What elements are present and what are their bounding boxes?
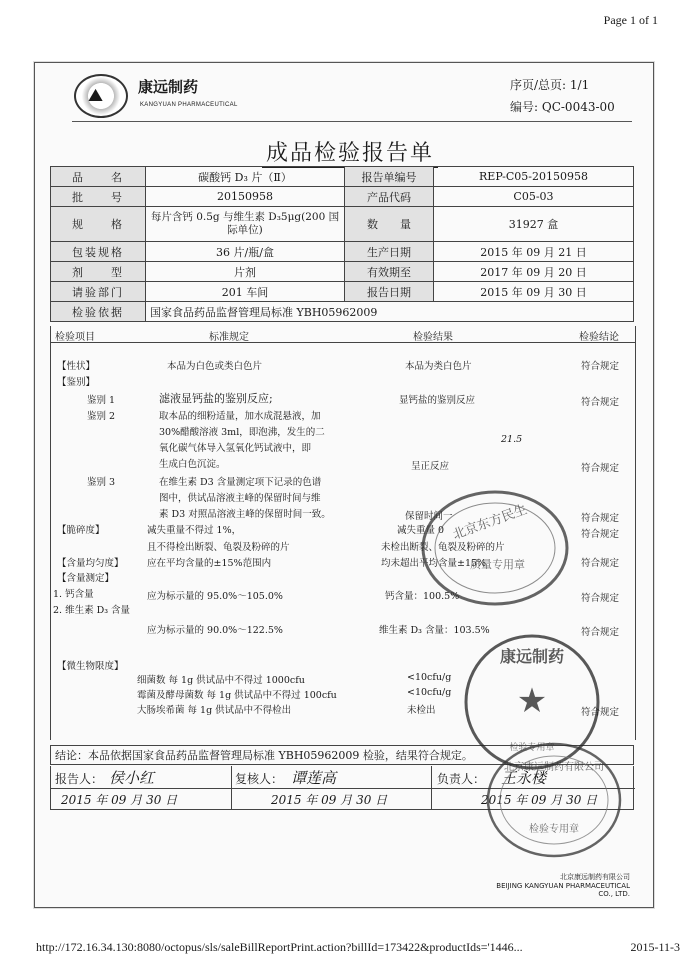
info-label: 剂 型	[51, 262, 146, 282]
conclusion-text: 符合规定	[581, 397, 620, 408]
info-label: 产品代码	[345, 187, 434, 207]
result-text: <10cfu/g	[407, 672, 452, 683]
result-text: 未检出	[407, 705, 436, 716]
standard-text: 应在平均含量的±15%范围内	[147, 558, 272, 569]
print-date: 2015-11-3	[630, 940, 680, 954]
result-text: 均未超出平均含量±15%	[381, 558, 487, 569]
document-number: 编号: QC-0043-00	[510, 100, 615, 114]
section-label: 【微生物限度】	[57, 661, 124, 672]
result-text: 维生素 D₃ 含量：103.5%	[379, 625, 490, 636]
footer-company-en: BEIJING KANGYUAN PHARMACEUTICAL CO., LTD.	[496, 882, 630, 898]
svg-text:北京东方民生: 北京东方民生	[450, 502, 530, 544]
info-row	[51, 302, 634, 322]
standard-text: 应为标示量的 95.0%～105.0%	[147, 591, 283, 602]
info-value: 每片含钙 0.5g 与维生素 D₃5μg(200 国际单位)	[146, 207, 345, 242]
result-text: 保留时间一	[405, 511, 453, 522]
header-divider	[51, 342, 635, 343]
standard-text: 滤液显钙盐的鉴别反应;	[159, 392, 273, 405]
basis-label: 检验依据	[51, 302, 146, 322]
section-label: 【含量测定】	[57, 573, 115, 584]
company-name-en: KANGYUAN PHARMACEUTICAL	[140, 102, 238, 108]
report-title	[0, 136, 700, 167]
standard-text: 30%醋酸溶液 3ml，即泡沸，发生的二	[159, 427, 325, 438]
svg-text:北京康远制药有限公司: 北京康远制药有限公司	[504, 762, 604, 773]
reviewer-date: 2015 年 09 月 30 日	[271, 793, 388, 807]
print-url: http://172.16.34.130:8080/octopus/sls/saleBillReportPrint.action?billId=173422&productIds='1446...	[36, 940, 523, 954]
conclusion-line: 结论：本品依据国家食品药品监督管理局标准 YBH05962009 检验，结果符合规定。	[50, 745, 634, 765]
info-value: 20150958	[146, 187, 345, 207]
conclusion-text: 符合规定	[581, 361, 620, 372]
standard-text: 在维生素 D3 含量测定项下记录的色谱	[159, 477, 322, 488]
page-indicator: Page 1 of 1	[603, 13, 658, 27]
standard-text: 且不得检出断裂、龟裂及粉碎的片	[147, 542, 290, 553]
result-text: <10cfu/g	[407, 687, 452, 698]
product-info-table	[50, 166, 634, 322]
section-label: 【脆碎度】	[57, 525, 105, 536]
test-label: 鉴别 3	[87, 477, 116, 488]
result-text: 减失重量 0	[397, 525, 445, 536]
report-title-text: 成品检验报告单	[262, 141, 438, 168]
info-label: 报告日期	[345, 282, 434, 302]
standard-text: 大肠埃希菌 每 1g 供试品中不得检出	[137, 705, 292, 716]
info-label: 批 号	[51, 187, 146, 207]
info-label: 请验部门	[51, 282, 146, 302]
info-label: 报告单编号	[345, 167, 434, 187]
standard-text: 霉菌及酵母菌数 每 1g 供试品中不得过 100cfu	[137, 690, 337, 701]
standard-text: 取本品的细粉适量，加水成混悬液，加	[159, 411, 321, 422]
info-label: 规 格	[51, 207, 146, 242]
standard-text: 生成白色沉淀。	[159, 459, 226, 470]
conclusion-text: 符合规定	[581, 558, 620, 569]
svg-text:检验专用章: 检验专用章	[529, 824, 579, 835]
info-value: 36 片/瓶/盒	[146, 242, 345, 262]
svg-text:康远制药: 康远制药	[499, 647, 565, 666]
reporter-label: 报告人：	[55, 772, 104, 786]
info-value: 碳酸钙 D₃ 片（Ⅱ）	[146, 167, 345, 187]
test-label: 1. 钙含量	[53, 589, 94, 600]
basis-value: 国家食品药品监督管理局标准 YBH05962009	[146, 302, 634, 322]
info-value: 201 车间	[146, 282, 345, 302]
section-label: 【含量均匀度】	[57, 558, 124, 569]
conclusion-text: 符合规定	[581, 593, 620, 604]
quality-stamp-icon	[420, 488, 570, 608]
info-label: 生产日期	[345, 242, 434, 262]
test-label: 鉴别 1	[87, 395, 116, 406]
result-text: 显钙盐的鉴别反应	[399, 395, 476, 406]
standard-text: 本品为白色或类白色片	[167, 361, 263, 372]
section-label: 【性状】	[57, 361, 96, 372]
handwritten-note: 21.5	[501, 434, 523, 445]
col-header-item: 检验项目	[55, 332, 95, 343]
footer-company-cn: 北京康远制药有限公司	[560, 873, 630, 881]
conclusion-text: 符合规定	[581, 513, 620, 524]
standard-text: 图中，供试品溶液主峰的保留时间与维	[159, 493, 321, 504]
info-row	[51, 262, 634, 282]
col-header-conclusion: 检验结论	[579, 332, 619, 343]
info-row	[51, 167, 634, 187]
reporter-signature: 侯小红	[109, 769, 155, 787]
info-value: C05-03	[434, 187, 634, 207]
info-label: 数 量	[345, 207, 434, 242]
signature-divider	[231, 766, 232, 810]
svg-text:质量专用章: 质量专用章	[470, 558, 525, 571]
info-row	[51, 242, 634, 262]
conclusion-text: 符合规定	[581, 529, 620, 540]
standard-text: 细菌数 每 1g 供试品中不得过 1000cfu	[137, 675, 305, 686]
company-name: 康远制药	[138, 78, 199, 96]
col-header-standard: 标准规定	[209, 332, 249, 343]
result-text: 呈正反应	[411, 461, 450, 472]
company-logo-icon: ⛰	[74, 74, 128, 118]
page-number: 序页/总页: 1/1	[510, 78, 590, 92]
info-value: REP-C05-20150958	[434, 167, 634, 187]
test-label: 2. 维生素 D₃ 含量	[53, 605, 131, 616]
section-label: 【鉴别】	[57, 377, 96, 388]
result-text: 未检出断裂、龟裂及粉碎的片	[381, 542, 505, 553]
info-value: 2015 年 09 月 30 日	[434, 282, 634, 302]
conclusion-text: 符合规定	[581, 707, 620, 718]
standard-text: 减失重量不得过 1%，	[147, 525, 242, 536]
inspection-seal-icon	[484, 740, 624, 860]
svg-text:★: ★	[516, 681, 548, 721]
conclusion-text: 符合规定	[581, 463, 620, 474]
info-value: 片剂	[146, 262, 345, 282]
col-header-result: 检验结果	[413, 332, 453, 343]
standard-text: 应为标示量的 90.0%～122.5%	[147, 625, 283, 636]
conclusion-text: 符合规定	[581, 627, 620, 638]
responsible-date: 2015 年 09 月 30 日	[481, 793, 598, 807]
info-label: 包装规格	[51, 242, 146, 262]
responsible-label: 负责人：	[437, 772, 486, 786]
signature-divider	[431, 766, 432, 810]
svg-text:检验专用章: 检验专用章	[509, 743, 555, 753]
reporter-date: 2015 年 09 月 30 日	[61, 793, 178, 807]
reviewer-signature: 谭莲高	[291, 769, 337, 787]
result-text: 本品为类白色片	[405, 361, 472, 372]
info-value: 31927 盒	[434, 207, 634, 242]
info-row	[51, 282, 634, 302]
test-label: 鉴别 2	[87, 411, 116, 422]
standard-text: 素 D3 对照品溶液主峰的保留时间一致。	[159, 509, 331, 520]
standard-text: 氧化碳气体导入氢氧化钙试液中，即	[159, 443, 312, 454]
responsible-signature: 王永楼	[501, 769, 547, 787]
footer-company	[480, 872, 630, 898]
header-divider	[72, 121, 632, 122]
info-row	[51, 207, 634, 242]
info-label: 品 名	[51, 167, 146, 187]
result-text: 钙含量：100.5%	[385, 591, 460, 602]
info-label: 有效期至	[345, 262, 434, 282]
info-value: 2017 年 09 月 20 日	[434, 262, 634, 282]
info-value: 2015 年 09 月 21 日	[434, 242, 634, 262]
info-row	[51, 187, 634, 207]
reviewer-label: 复核人：	[235, 772, 284, 786]
